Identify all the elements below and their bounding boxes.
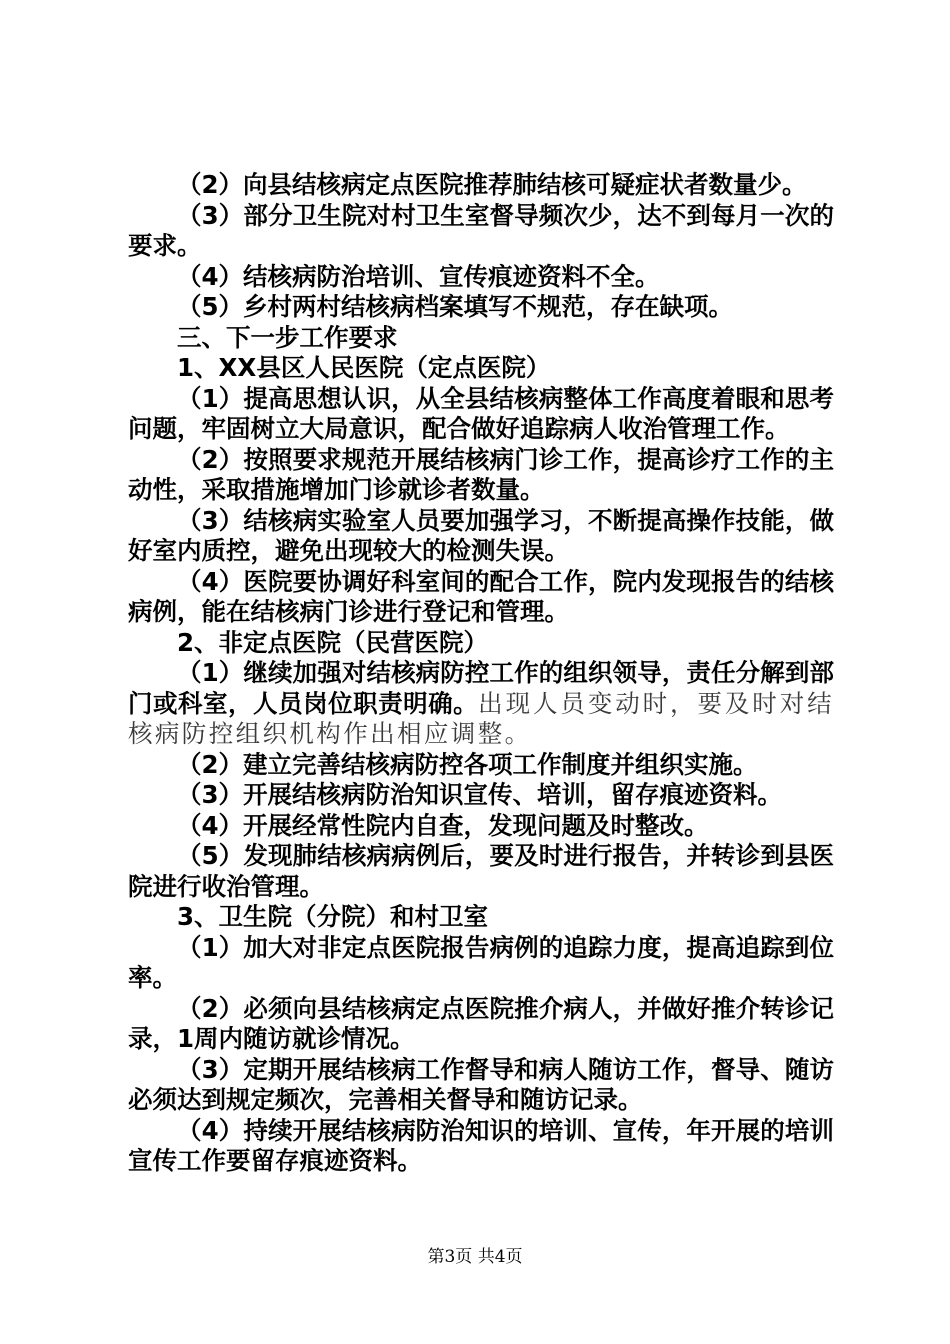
subsection-heading-non-designated-hospital: 2、非定点医院（民营医院） bbox=[177, 627, 489, 657]
paragraph-designated-2: （2）按照要求规范开展结核病门诊工作，提高诊疗工作的主动性，采取措施增加门诊就诊者数量。 bbox=[128, 444, 834, 504]
paragraph-non-designated-1 bbox=[128, 658, 834, 750]
page-footer bbox=[0, 1242, 950, 1267]
paragraph-health-center-4: （4）持续开展结核病防治知识的培训、宣传，年开展的培训宣传工作要留存痕迹资料。 bbox=[128, 1115, 834, 1175]
paragraph-issue-5: （5）乡村两村结核病档案填写不规范，存在缺项。 bbox=[177, 292, 734, 321]
paragraph-health-center-1: （1）加大对非定点医院报告病例的追踪力度，提高追踪到位率。 bbox=[128, 932, 834, 992]
page-number-label: 第3页 共4页 bbox=[427, 1247, 523, 1267]
paragraph-non-designated-2: （2）建立完善结核病防控各项工作制度并组织实施。 bbox=[177, 749, 758, 779]
document-body bbox=[128, 170, 834, 1177]
paragraph-issue-4: （4）结核病防治培训、宣传痕迹资料不全。 bbox=[177, 261, 660, 291]
paragraph-non-designated-3: （3）开展结核病防治知识宣传、培训，留存痕迹资料。 bbox=[177, 780, 783, 809]
paragraph-non-designated-1-note: 出现人员变动时，要及时对结核病防控组织机构作出相应调整。 bbox=[128, 688, 835, 748]
paragraph-health-center-3: （3）定期开展结核病工作督导和病人随访工作，督导、随访必须达到规定频次，完善相关督导和随访记录。 bbox=[128, 1054, 834, 1114]
paragraph-designated-1: （1）提高思想认识，从全县结核病整体工作高度着眼和思考问题，牢固树立大局意识，配合做好追踪病人收治管理工作。 bbox=[128, 383, 834, 443]
paragraph-health-center-2: （2）必须向县结核病定点医院推介病人，并做好推介转诊记录，1周内随访就诊情况。 bbox=[128, 993, 834, 1053]
subsection-heading-health-centers: 3、卫生院（分院）和村卫室 bbox=[177, 902, 489, 931]
subsection-heading-designated-hospital: 1、XX县区人民医院（定点医院） bbox=[177, 353, 551, 382]
paragraph-issue-3: （3）部分卫生院对村卫生室督导频次少，达不到每月一次的要求。 bbox=[128, 200, 834, 260]
paragraph-designated-4: （4）医院要协调好科室间的配合工作，院内发现报告的结核病例，能在结核病门诊进行登记和管理。 bbox=[128, 566, 834, 626]
paragraph-non-designated-5: （5）发现肺结核病病例后，要及时进行报告，并转诊到县医院进行收治管理。 bbox=[128, 841, 834, 901]
section-heading-next-steps: 三、下一步工作要求 bbox=[177, 322, 398, 352]
paragraph-designated-3: （3）结核病实验室人员要加强学习，不断提高操作技能，做好室内质控，避免出现较大的检测失误。 bbox=[128, 505, 834, 565]
paragraph-non-designated-1-main: （1）继续加强对结核病防控工作的组织领导，责任分解到部门或科室，人员岗位职责明确。 bbox=[128, 658, 834, 718]
paragraph-issue-2: （2）向县结核病定点医院推荐肺结核可疑症状者数量少。 bbox=[177, 170, 807, 199]
paragraph-non-designated-4: （4）开展经常性院内自查，发现问题及时整改。 bbox=[177, 810, 709, 840]
